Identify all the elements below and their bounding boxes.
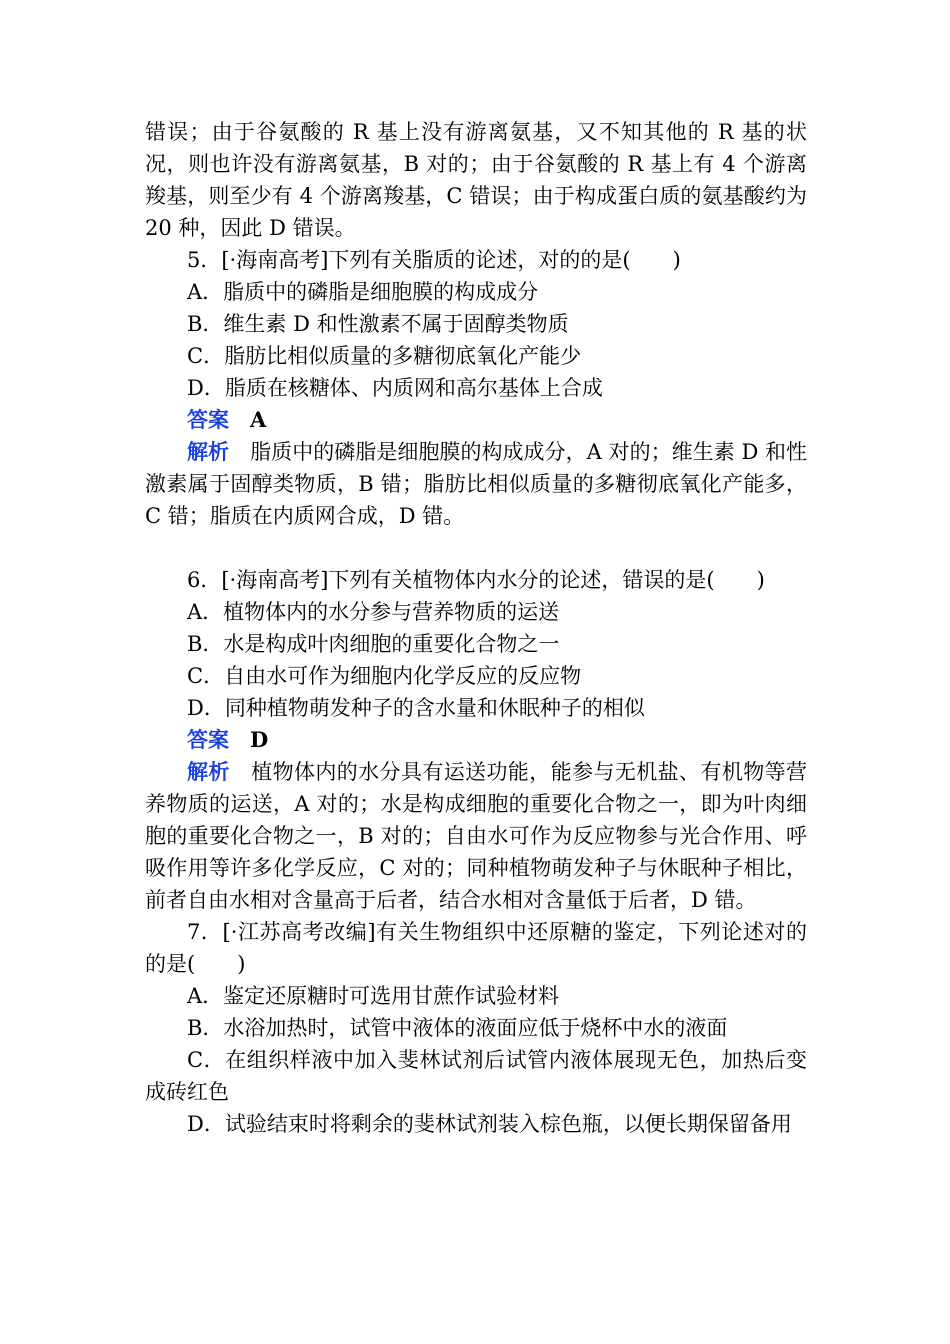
question-6-option-a: A．植物体内的水分参与营养物质的运送 — [187, 600, 560, 624]
question-5-option-b: B．维生素 D 和性激素不属于固醇类物质 — [187, 312, 569, 336]
question-6-analysis — [145, 756, 807, 916]
spacer — [145, 532, 807, 564]
answer-label: 答案 — [187, 728, 229, 752]
answer-label: 答案 — [187, 408, 229, 432]
question-7-option-a: A．鉴定还原糖时可选用甘蔗作试验材料 — [187, 984, 560, 1008]
question-7-option-d: D．试验结束时将剩余的斐林试剂装入棕色瓶，以便长期保留备用 — [187, 1112, 792, 1136]
question-6-option-b: B．水是构成叶肉细胞的重要化合物之一 — [187, 632, 560, 656]
question-6-option-c: C．自由水可作为细胞内化学反应的反应物 — [187, 664, 582, 688]
question-7-stem: 7．[·江苏高考改编]有关生物组织中还原糖的鉴定，下列论述对的的是( ) — [145, 920, 807, 976]
question-5-stem: 5．[·海南高考]下列有关脂质的论述，对的的是( ) — [187, 248, 681, 272]
analysis-text: 植物体内的水分具有运送功能，能参与无机盐、有机物等营养物质的运送，A 对的；水是构成细胞的重要化合物之一，即为叶肉细胞的重要化合物之一，B 对的；自由水可作为反应物参与光合作用、呼吸作用等许多化学反应，C 对的；同种植物萌发种子与休眠种子相比，前者自由水相对含量高于后者，结合水相对含量低于后者，D 错。 — [145, 760, 808, 912]
question-7-option-c: C．在组织样液中加入斐林试剂后试管内液体展现无色，加热后变成砖红色 — [145, 1048, 807, 1104]
question-5-analysis — [145, 436, 807, 532]
analysis-text: 脂质中的磷脂是细胞膜的构成成分，A 对的；维生素 D 和性激素属于固醇类物质，B 错；脂肪比相似质量的多糖彻底氧化产能多，C 错；脂质在内质网合成，D 错。 — [145, 440, 808, 528]
question-6-stem: 6．[·海南高考]下列有关植物体内水分的论述，错误的是( ) — [187, 568, 765, 592]
document-body — [145, 116, 807, 1140]
analysis-label: 解析 — [187, 440, 230, 464]
question-5-option-c: C．脂肪比相似质量的多糖彻底氧化产能少 — [187, 344, 582, 368]
question-5-option-d: D．脂质在核糖体、内质网和高尔基体上合成 — [187, 376, 603, 400]
question-6-answer — [145, 724, 807, 756]
prev-explanation: 错误；由于谷氨酸的 R 基上没有游离氨基，又不知其他的 R 基的状况，则也许没有游离氨基，B 对的；由于谷氨酸的 R 基上有 4 个游离羧基，则至少有 4 个游离羧基，C 错误；由于构成蛋白质的氨基酸约为 20 种，因此 D 错误。 — [145, 120, 807, 240]
question-5-answer — [145, 404, 807, 436]
question-5-option-a: A．脂质中的磷脂是细胞膜的构成成分 — [187, 280, 539, 304]
question-6-option-d: D．同种植物萌发种子的含水量和休眠种子的相似 — [187, 696, 645, 720]
answer-value: D — [250, 727, 269, 752]
answer-value: A — [250, 407, 267, 432]
question-7-option-b: B．水浴加热时，试管中液体的液面应低于烧杯中水的液面 — [187, 1016, 728, 1040]
analysis-label: 解析 — [187, 760, 230, 784]
